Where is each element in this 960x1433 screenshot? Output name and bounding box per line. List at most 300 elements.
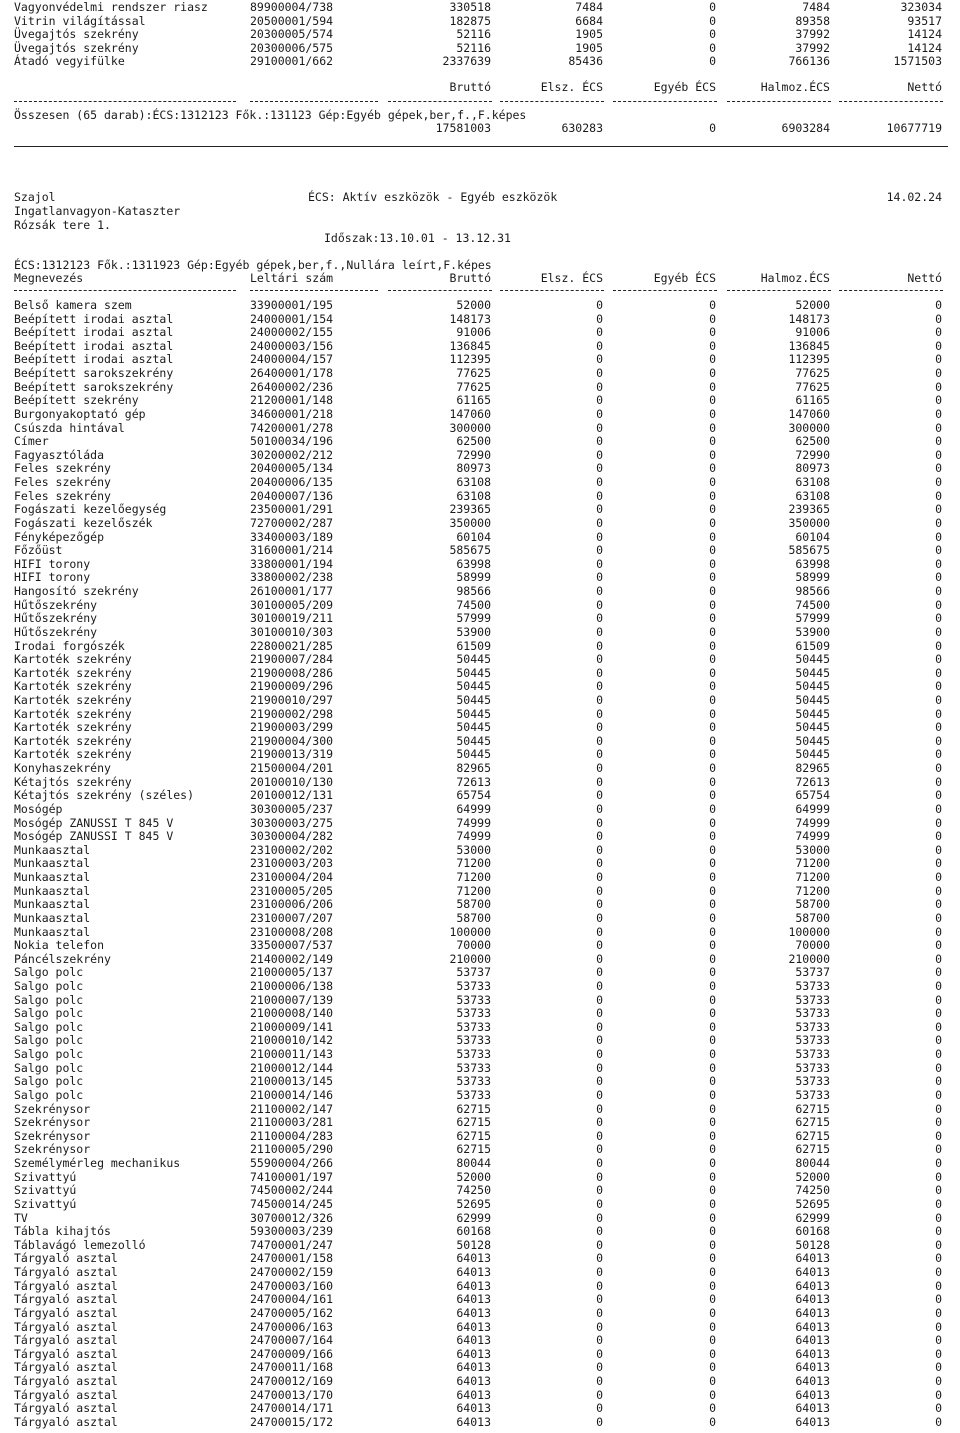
cell-egyeb: 0 — [709, 556, 716, 571]
cell-halmoz: 64999 — [795, 801, 830, 816]
cell-elsz: 0 — [596, 1387, 603, 1402]
table-row — [0, 1306, 960, 1320]
cell-netto: 0 — [935, 1401, 942, 1416]
cell-brutto: 62999 — [456, 1210, 491, 1225]
summary-netto: 10677719 — [886, 121, 942, 135]
cell-egyeb: 0 — [709, 1019, 716, 1034]
table-row — [0, 530, 960, 544]
cell-halmoz: 77625 — [795, 379, 830, 394]
cell-netto: 0 — [935, 1265, 942, 1280]
cell-name: Beépített sarokszekrény — [14, 379, 174, 394]
cell-elsz: 0 — [596, 774, 603, 789]
cell-netto: 0 — [935, 338, 942, 353]
cell-elsz: 0 — [596, 1224, 603, 1239]
cell-halmoz: 70000 — [795, 938, 830, 953]
cell-netto: 0 — [935, 393, 942, 408]
cell-egyeb: 0 — [709, 856, 716, 871]
cell-name: Tárgyaló asztal — [14, 1333, 118, 1348]
table-row — [0, 0, 960, 14]
cell-egyeb: 0 — [709, 325, 716, 340]
cell-netto: 0 — [935, 461, 942, 476]
cell-name: Kartoték szekrény — [14, 747, 132, 762]
cell-egyeb: 0 — [709, 13, 716, 28]
cell-halmoz: 58700 — [795, 897, 830, 912]
cell-name: Beépített szekrény — [14, 393, 139, 408]
cell-netto: 0 — [935, 1319, 942, 1334]
cell-brutto: 50445 — [456, 692, 491, 707]
cell-egyeb: 0 — [709, 692, 716, 707]
cell-brutto: 72613 — [456, 774, 491, 789]
cell-netto: 0 — [935, 856, 942, 871]
cell-code: 33900001/195 — [250, 298, 334, 312]
cell-halmoz: 585675 — [788, 543, 830, 558]
cell-name: Vagyonvédelmi rendszer riasz — [14, 0, 208, 14]
cell-netto: 0 — [935, 1387, 942, 1402]
cell-elsz: 0 — [596, 1033, 603, 1048]
cell-elsz: 0 — [596, 979, 603, 993]
cell-netto: 0 — [935, 1128, 942, 1143]
cell-netto: 0 — [935, 1142, 942, 1157]
cell-name: HIFI torony — [14, 570, 91, 585]
cell-netto: 0 — [935, 352, 942, 367]
cell-elsz: 0 — [596, 624, 603, 639]
cell-elsz: 0 — [596, 1128, 603, 1143]
cell-halmoz: 53000 — [795, 842, 830, 857]
cell-code: 21000007/139 — [250, 992, 334, 1007]
table-row — [0, 380, 960, 394]
cell-elsz: 0 — [596, 611, 603, 626]
cell-name: Kartoték szekrény — [14, 733, 132, 748]
cell-netto: 0 — [935, 584, 942, 599]
cell-brutto: 61165 — [456, 393, 491, 408]
table-row — [0, 1415, 960, 1429]
cell-brutto: 52116 — [456, 40, 491, 55]
cell-netto: 0 — [935, 597, 942, 612]
cell-elsz: 0 — [596, 1305, 603, 1320]
cell-halmoz: 72990 — [795, 447, 830, 462]
cell-name: HIFI torony — [14, 556, 91, 571]
cell-egyeb: 0 — [709, 611, 716, 626]
cell-code: 23100007/207 — [250, 910, 334, 925]
cell-netto: 0 — [935, 1237, 942, 1252]
cell-halmoz: 53733 — [795, 1060, 830, 1075]
cell-code: 74200001/278 — [250, 420, 334, 435]
cell-name: Tárgyaló asztal — [14, 1265, 118, 1280]
cell-halmoz: 52000 — [795, 1169, 830, 1184]
cell-halmoz: 50445 — [795, 720, 830, 735]
cell-elsz: 0 — [596, 1333, 603, 1348]
cell-egyeb: 0 — [709, 1156, 716, 1171]
table-row — [0, 829, 960, 843]
cell-code: 21500004/201 — [250, 761, 334, 776]
cell-code: 20100010/130 — [250, 774, 334, 789]
cell-egyeb: 0 — [709, 938, 716, 953]
cell-egyeb: 0 — [709, 897, 716, 912]
cell-halmoz: 71200 — [795, 883, 830, 898]
cell-netto: 0 — [935, 1074, 942, 1089]
cell-halmoz: 63108 — [795, 475, 830, 490]
table-row — [0, 870, 960, 884]
cell-code: 24700009/166 — [250, 1346, 334, 1361]
cell-code: 24700012/169 — [250, 1373, 334, 1388]
cell-code: 74700001/247 — [250, 1237, 334, 1252]
cell-halmoz: 71200 — [795, 856, 830, 871]
report-date: 14.02.24 — [886, 190, 942, 204]
cell-netto: 0 — [935, 366, 942, 381]
cell-name: Tárgyaló asztal — [14, 1319, 118, 1334]
cell-code: 21900007/284 — [250, 652, 334, 667]
summary-col-netto: Nettó — [907, 80, 942, 94]
table-row — [0, 570, 960, 584]
cell-elsz: 0 — [596, 747, 603, 762]
table-row — [0, 448, 960, 462]
cell-netto: 0 — [935, 1019, 942, 1034]
cell-netto: 0 — [935, 570, 942, 585]
table-row — [0, 1061, 960, 1075]
cell-name: Szekrénysor — [14, 1101, 91, 1116]
cell-egyeb: 0 — [709, 1101, 716, 1116]
cell-code: 74500002/244 — [250, 1183, 334, 1198]
cell-halmoz: 136845 — [788, 338, 830, 353]
cell-elsz: 0 — [596, 733, 603, 748]
cell-egyeb: 0 — [709, 597, 716, 612]
cell-elsz: 0 — [596, 311, 603, 326]
cell-netto: 0 — [935, 1156, 942, 1171]
cell-brutto: 53900 — [456, 624, 491, 639]
cell-halmoz: 50445 — [795, 692, 830, 707]
cell-halmoz: 64013 — [795, 1414, 830, 1429]
cell-code: 20400005/134 — [250, 461, 334, 476]
cell-elsz: 0 — [596, 720, 603, 735]
cell-netto: 0 — [935, 1087, 942, 1102]
table-row — [0, 41, 960, 55]
cell-brutto: 50445 — [456, 747, 491, 762]
cell-egyeb: 0 — [709, 652, 716, 667]
table-row — [0, 1360, 960, 1374]
cell-netto: 0 — [935, 406, 942, 421]
cell-netto: 323034 — [900, 0, 942, 14]
cell-code: 21200001/148 — [250, 393, 334, 408]
table-row — [0, 802, 960, 816]
table-row — [0, 1388, 960, 1402]
cell-egyeb: 0 — [709, 366, 716, 381]
cell-brutto: 53733 — [456, 1019, 491, 1034]
table-row — [0, 611, 960, 625]
cell-elsz: 0 — [596, 1183, 603, 1198]
cell-brutto: 62715 — [456, 1101, 491, 1116]
cell-halmoz: 50445 — [795, 665, 830, 680]
cell-name: Fényképezőgép — [14, 529, 105, 544]
cell-netto: 0 — [935, 1196, 942, 1211]
cell-brutto: 72990 — [456, 447, 491, 462]
cell-code: 74100001/197 — [250, 1169, 334, 1184]
cell-brutto: 64013 — [456, 1360, 491, 1375]
cell-name: Fogászati kezelőegység — [14, 502, 167, 517]
cell-name: Tárgyaló asztal — [14, 1305, 118, 1320]
table-row — [0, 1347, 960, 1361]
table-row — [0, 652, 960, 666]
cell-netto: 0 — [935, 951, 942, 966]
cell-brutto: 52695 — [456, 1196, 491, 1211]
cell-brutto: 74999 — [456, 829, 491, 844]
cell-egyeb: 0 — [709, 1265, 716, 1280]
cell-egyeb: 0 — [709, 1319, 716, 1334]
cell-halmoz: 53737 — [795, 965, 830, 980]
cell-code: 72700002/287 — [250, 515, 334, 530]
cell-egyeb: 0 — [709, 1033, 716, 1048]
cell-brutto: 330518 — [449, 0, 491, 14]
cell-netto: 0 — [935, 325, 942, 340]
cell-elsz: 0 — [596, 706, 603, 721]
table-row — [0, 1320, 960, 1334]
cell-brutto: 239365 — [449, 502, 491, 517]
table-row — [0, 707, 960, 721]
cell-code: 20100012/131 — [250, 788, 334, 803]
cell-code: 21100005/290 — [250, 1142, 334, 1157]
cell-code: 21400002/149 — [250, 951, 334, 966]
table-row — [0, 816, 960, 830]
cell-netto: 0 — [935, 965, 942, 980]
cell-elsz: 0 — [596, 829, 603, 844]
cell-halmoz: 350000 — [788, 515, 830, 530]
cell-elsz: 0 — [596, 1210, 603, 1225]
cell-brutto: 52000 — [456, 1169, 491, 1184]
cell-code: 24700006/163 — [250, 1319, 334, 1334]
cell-code: 30300004/282 — [250, 829, 334, 844]
cell-egyeb: 0 — [709, 788, 716, 803]
cell-egyeb: 0 — [709, 1373, 716, 1388]
cell-elsz: 0 — [596, 447, 603, 462]
cell-code: 24700013/170 — [250, 1387, 334, 1402]
cell-elsz: 0 — [596, 1319, 603, 1334]
cell-egyeb: 0 — [709, 1414, 716, 1429]
cell-halmoz: 64013 — [795, 1387, 830, 1402]
cell-name: Beépített sarokszekrény — [14, 366, 174, 381]
cell-netto: 0 — [935, 801, 942, 816]
cell-elsz: 0 — [596, 488, 603, 503]
table-row — [0, 1238, 960, 1252]
cell-brutto: 53733 — [456, 1006, 491, 1021]
table-row — [0, 1074, 960, 1088]
divider — [500, 101, 604, 102]
cell-brutto: 74500 — [456, 597, 491, 612]
summary-halmoz: 6903284 — [781, 121, 830, 135]
cell-egyeb: 0 — [709, 1060, 716, 1075]
table-row — [0, 897, 960, 911]
divider — [14, 101, 236, 102]
table-row — [0, 502, 960, 516]
cell-code: 21900004/300 — [250, 733, 334, 748]
cell-elsz: 0 — [596, 1074, 603, 1089]
cell-name: Üvegajtós szekrény — [14, 40, 139, 55]
cell-code: 59300003/239 — [250, 1224, 334, 1239]
table-row — [0, 1224, 960, 1238]
page-break-line — [14, 146, 948, 147]
cell-elsz: 0 — [596, 420, 603, 435]
cell-netto: 0 — [935, 311, 942, 326]
cell-code: 30100019/211 — [250, 611, 334, 626]
cell-brutto: 50445 — [456, 720, 491, 735]
cell-netto: 0 — [935, 1115, 942, 1130]
cell-name: Szekrénysor — [14, 1115, 91, 1130]
cell-code: 23100004/204 — [250, 870, 334, 885]
cell-brutto: 82965 — [456, 761, 491, 776]
cell-brutto: 64013 — [456, 1292, 491, 1307]
cell-netto: 0 — [935, 1183, 942, 1198]
cell-brutto: 58700 — [456, 897, 491, 912]
cell-name: Munkaasztal — [14, 910, 91, 925]
cell-netto: 0 — [935, 761, 942, 776]
cell-name: Fagyasztóláda — [14, 447, 105, 462]
cell-netto: 0 — [935, 1414, 942, 1429]
col-halmoz: Halmoz.ÉCS — [760, 271, 830, 285]
cell-name: Szivattyú — [14, 1169, 77, 1184]
cell-elsz: 0 — [596, 434, 603, 449]
table-row — [0, 1156, 960, 1170]
cell-code: 23100006/206 — [250, 897, 334, 912]
table-row — [0, 1265, 960, 1279]
cell-brutto: 62500 — [456, 434, 491, 449]
cell-halmoz: 52695 — [795, 1196, 830, 1211]
cell-brutto: 64013 — [456, 1401, 491, 1416]
cell-name: Belső kamera szem — [14, 298, 132, 312]
cell-netto: 0 — [935, 1346, 942, 1361]
cell-elsz: 0 — [596, 638, 603, 653]
cell-name: Tárgyaló asztal — [14, 1373, 118, 1388]
cell-elsz: 0 — [596, 1237, 603, 1252]
cell-code: 24700005/162 — [250, 1305, 334, 1320]
cell-brutto: 64999 — [456, 801, 491, 816]
table-row — [0, 557, 960, 571]
cell-brutto: 57999 — [456, 611, 491, 626]
table-row — [0, 884, 960, 898]
divider — [250, 101, 378, 102]
cell-elsz: 6684 — [575, 13, 603, 28]
cell-halmoz: 89358 — [795, 13, 830, 28]
col-egyeb: Egyéb ÉCS — [653, 271, 716, 285]
cell-halmoz: 64013 — [795, 1333, 830, 1348]
cell-name: Salgo polc — [14, 979, 84, 993]
cell-brutto: 350000 — [449, 515, 491, 530]
cell-halmoz: 148173 — [788, 311, 830, 326]
cell-elsz: 0 — [596, 1047, 603, 1062]
cell-elsz: 0 — [596, 570, 603, 585]
cell-netto: 1571503 — [893, 54, 942, 69]
cell-name: Tárgyaló asztal — [14, 1387, 118, 1402]
department-name: Ingatlanvagyon-Kataszter — [14, 204, 181, 218]
cell-brutto: 74999 — [456, 815, 491, 830]
cell-name: Szekrénysor — [14, 1128, 91, 1143]
cell-code: 24000001/154 — [250, 311, 334, 326]
cell-egyeb: 0 — [709, 584, 716, 599]
cell-elsz: 0 — [596, 883, 603, 898]
cell-name: Feles szekrény — [14, 475, 111, 490]
cell-code: 33800002/238 — [250, 570, 334, 585]
cell-code: 24700011/168 — [250, 1360, 334, 1375]
cell-halmoz: 64013 — [795, 1278, 830, 1293]
cell-egyeb: 0 — [709, 0, 716, 14]
table-row — [0, 298, 960, 312]
cell-code: 23100008/208 — [250, 924, 334, 939]
cell-code: 24000002/155 — [250, 325, 334, 340]
cell-brutto: 64013 — [456, 1305, 491, 1320]
cell-egyeb: 0 — [709, 434, 716, 449]
cell-brutto: 53000 — [456, 842, 491, 857]
cell-brutto: 182875 — [449, 13, 491, 28]
cell-elsz: 0 — [596, 502, 603, 517]
cell-egyeb: 0 — [709, 475, 716, 490]
col-name: Megnevezés — [14, 271, 84, 285]
cell-halmoz: 98566 — [795, 584, 830, 599]
cell-brutto: 50128 — [456, 1237, 491, 1252]
cell-name: Munkaasztal — [14, 924, 91, 939]
cell-name: Tárgyaló asztal — [14, 1414, 118, 1429]
cell-netto: 14124 — [907, 40, 942, 55]
cell-code: 21900002/298 — [250, 706, 334, 721]
cell-brutto: 60104 — [456, 529, 491, 544]
cell-egyeb: 0 — [709, 352, 716, 367]
cell-egyeb: 0 — [709, 1346, 716, 1361]
cell-elsz: 0 — [596, 897, 603, 912]
table-row — [0, 993, 960, 1007]
cell-egyeb: 0 — [709, 1333, 716, 1348]
cell-brutto: 64013 — [456, 1319, 491, 1334]
cell-code: 21000014/146 — [250, 1087, 334, 1102]
cell-elsz: 0 — [596, 379, 603, 394]
cell-halmoz: 63108 — [795, 488, 830, 503]
cell-brutto: 52116 — [456, 27, 491, 42]
cell-egyeb: 0 — [709, 761, 716, 776]
divider — [500, 290, 604, 291]
cell-netto: 0 — [935, 924, 942, 939]
cell-code: 26400001/178 — [250, 366, 334, 381]
cell-halmoz: 64013 — [795, 1292, 830, 1307]
table-row — [0, 54, 960, 68]
cell-brutto: 63108 — [456, 475, 491, 490]
cell-name: Feles szekrény — [14, 488, 111, 503]
cell-egyeb: 0 — [709, 379, 716, 394]
cell-code: 24000003/156 — [250, 338, 334, 353]
cell-name: Szekrénysor — [14, 1142, 91, 1157]
cell-egyeb: 0 — [709, 733, 716, 748]
cell-egyeb: 0 — [709, 924, 716, 939]
cell-netto: 0 — [935, 434, 942, 449]
cell-netto: 0 — [935, 543, 942, 558]
cell-elsz: 0 — [596, 515, 603, 530]
cell-brutto: 52000 — [456, 298, 491, 312]
cell-brutto: 74250 — [456, 1183, 491, 1198]
cell-halmoz: 58700 — [795, 910, 830, 925]
cell-egyeb: 0 — [709, 1183, 716, 1198]
table-row — [0, 1047, 960, 1061]
cell-name: Munkaasztal — [14, 842, 91, 857]
table-row — [0, 788, 960, 802]
cell-name: Kétajtós szekrény — [14, 774, 132, 789]
cell-egyeb: 0 — [709, 338, 716, 353]
cell-name: Csúszda hintával — [14, 420, 125, 435]
cell-name: Salgo polc — [14, 1033, 84, 1048]
cell-egyeb: 0 — [709, 815, 716, 830]
cell-name: Beépített irodai asztal — [14, 338, 174, 353]
cell-brutto: 91006 — [456, 325, 491, 340]
cell-egyeb: 0 — [709, 1224, 716, 1239]
table-row — [0, 693, 960, 707]
cell-egyeb: 0 — [709, 1006, 716, 1021]
cell-name: TV — [14, 1210, 28, 1225]
cell-brutto: 71200 — [456, 870, 491, 885]
cell-brutto: 63108 — [456, 488, 491, 503]
cell-netto: 0 — [935, 611, 942, 626]
